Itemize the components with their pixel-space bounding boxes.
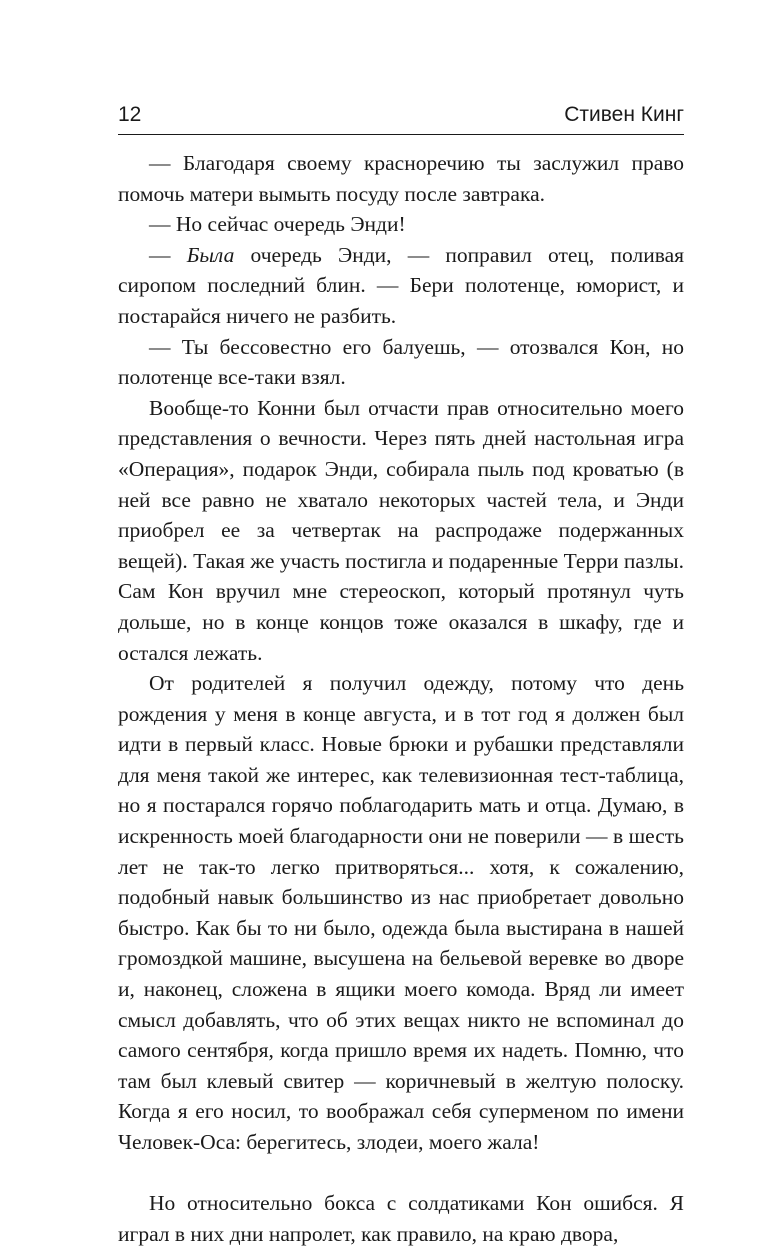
paragraph: От родителей я получил одежду, потому что день рождения у меня в конце августа, и в тот год я должен был идти в первый класс. Новые брюки и рубашки представляли для меня такой же интерес, как телевизионная тест-таблица, но я постарался горячо поблагодарить мать и отца. Думаю, в искренность моей благодарности они не поверили — в шесть лет не так-то легко притворяться... хотя, к сожалению, подобный навык большинство из нас приобретает довольно быстро. Как бы то ни было, одежда была выстирана в нашей громоздкой машине, высушена на бельевой веревке во дворе и, наконец, сложена в ящики моего комода. Вряд ли имеет смысл добавлять, что об этих вещах никто не вспоминал до самого сентября, когда пришло время их надеть. Помню, что там был клевый свитер — коричневый в желтую полоску. Когда я его носил, то воображал себя суперменом по имени Человек-Оса: берегитесь, злодеи, моего жала! [118, 671, 684, 1154]
paragraph-text: очередь Энди, — поправил отец, поливая сиропом последний блин. — Бери полотенце, юморист, и постарайся ничего не разбить. [118, 242, 684, 328]
paragraph: — Ты бессовестно его балуешь, — отозвался Кон, но полотенце все-таки взял. [118, 334, 684, 390]
paragraph: — Благодаря своему красноречию ты заслужил право помочь матери вымыть посуду после завтрака. [118, 151, 684, 206]
paragraph: — Но сейчас очередь Энди! [149, 212, 406, 237]
page-header [118, 100, 684, 130]
emphasized-word: Была [186, 242, 235, 267]
page-number: 12 [118, 103, 142, 126]
paragraph [118, 240, 684, 332]
header-rule [118, 134, 684, 135]
dialogue-dash: — [149, 242, 187, 267]
paragraph-section-start: Но относительно бокса с солдатиками Кон ошибся. Я играл в них дни напролет, как правило, на краю двора, [118, 1191, 684, 1246]
body-text [118, 148, 684, 1249]
paragraph: Вообще-то Конни был отчасти прав относительно моего представления о вечности. Через пять дней настольная игра «Операция», подарок Энди, собирала пыль под кроватью (в ней все равно не хватало некоторых частей тела, и Энди приобрел ее за четвертак на распродаже подержанных вещей). Такая же участь постигла и подаренные Терри пазлы. Сам Кон вручил мне стереоскоп, который протянул чуть дольше, но в конце концов тоже оказался в шкафу, где и остался лежать. [118, 395, 684, 665]
running-title-author: Стивен Кинг [564, 103, 684, 126]
